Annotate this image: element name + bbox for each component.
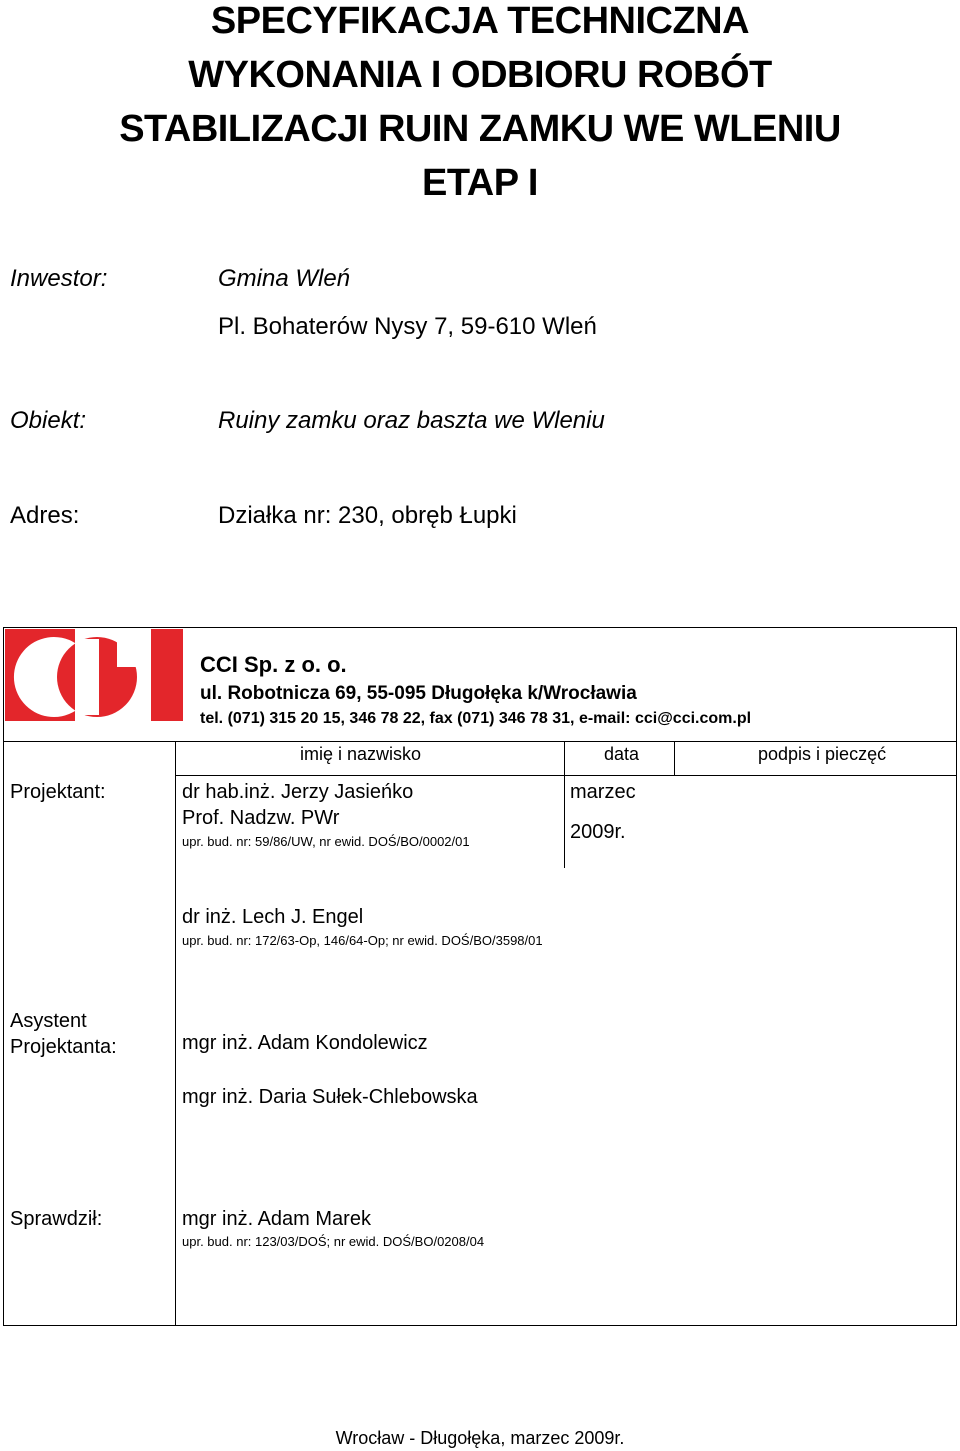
table-divider-header (3, 741, 957, 742)
cci-logo (5, 629, 183, 721)
footer-place-date: Wrocław - Długołęka, marzec 2009r. (335, 1428, 625, 1448)
assistant-label-line-1: Asystent (10, 1010, 87, 1032)
object-value: Ruiny zamku oraz baszta we Wleniu (218, 407, 605, 434)
table-divider-columns (175, 775, 957, 776)
designers-table (3, 627, 957, 1326)
object-label: Obiekt: (10, 407, 87, 434)
address-value: Działka nr: 230, obręb Łupki (218, 502, 517, 529)
designer-2-name: dr inż. Lech J. Engel (182, 906, 364, 928)
designer-2-license: upr. bud. nr: 172/63-Op, 146/64-Op; nr ewid. DOŚ/BO/3598/01 (182, 933, 543, 948)
checked-by-label: Sprawdził: (10, 1208, 103, 1230)
company-contact: tel. (071) 315 20 15, 346 78 22, fax (071) 346 78 31, e-mail: cci@cci.com.pl (200, 710, 752, 727)
table-col-divider-2 (564, 741, 565, 868)
doc-title-line-3: STABILIZACJI RUIN ZAMKU WE WLENIU (119, 108, 841, 150)
column-header-signature: podpis i pieczęć (758, 744, 887, 764)
designer-1-title: Prof. Nadzw. PWr (182, 807, 340, 829)
date-year: 2009r. (570, 821, 626, 843)
table-col-divider-3 (674, 741, 675, 776)
address-label: Adres: (10, 502, 80, 529)
column-header-date: data (604, 744, 640, 764)
investor-label: Inwestor: (10, 265, 108, 292)
assistant-label-line-2: Projektanta: (10, 1036, 117, 1058)
doc-title-line-1: SPECYFIKACJA TECHNICZNA (210, 0, 750, 42)
table-col-divider-1 (175, 741, 176, 1326)
assistant-1-name: mgr inż. Adam Kondolewicz (182, 1032, 428, 1054)
date-month: marzec (570, 781, 636, 803)
designer-1-name: dr hab.inż. Jerzy Jasieńko (182, 781, 414, 803)
doc-title-line-2: WYKONANIA I ODBIORU ROBÓT (188, 54, 772, 96)
doc-title-line-4: ETAP I (422, 162, 538, 204)
checker-name: mgr inż. Adam Marek (182, 1208, 371, 1230)
designer-1-license: upr. bud. nr: 59/86/UW, nr ewid. DOŚ/BO/0002/01 (182, 834, 470, 849)
designer-label: Projektant: (10, 781, 106, 803)
company-address: ul. Robotnicza 69, 55-095 Długołęka k/Wrocławia (200, 683, 637, 704)
investor-name: Gmina Wleń (218, 265, 351, 292)
column-header-name: imię i nazwisko (300, 744, 422, 764)
investor-address: Pl. Bohaterów Nysy 7, 59-610 Wleń (218, 313, 597, 340)
checker-license: upr. bud. nr: 123/03/DOŚ; nr ewid. DOŚ/BO/0208/04 (182, 1234, 485, 1249)
company-name: CCI Sp. z o. o. (200, 652, 347, 677)
assistant-2-name: mgr inż. Daria Sułek-Chlebowska (182, 1086, 478, 1108)
